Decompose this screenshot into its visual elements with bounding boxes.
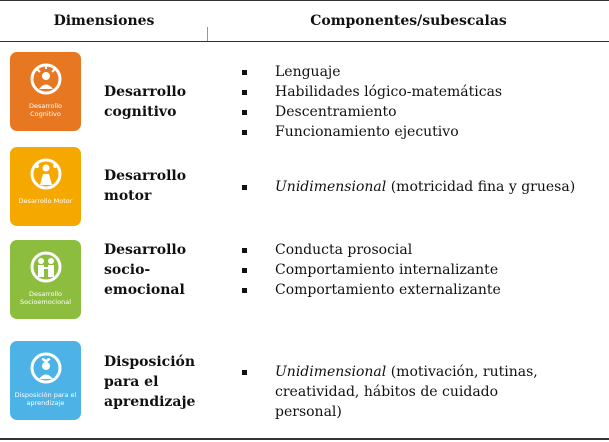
components-motor — [240, 177, 600, 197]
cognitive-head-icon — [29, 62, 63, 96]
motor-figure-icon — [29, 157, 63, 191]
bottom-rule — [0, 438, 609, 440]
component-prefix: Unidimensional — [275, 364, 387, 380]
dimension-motor: Desarrollo motor — [104, 168, 187, 204]
dimension-socioemotional: Desarrollo socio-emocional — [104, 242, 187, 298]
header-components: Componentes/subescalas — [310, 13, 507, 29]
socioemotional-badge-label: Desarrollo Socioemocional — [19, 290, 72, 306]
components-socioemotional — [240, 240, 600, 300]
list-item: Comportamiento internalizante — [240, 260, 600, 280]
component-prefix: Unidimensional — [275, 179, 387, 195]
component-text: (motricidad fina y gruesa) — [386, 179, 576, 195]
list-item: Funcionamiento ejecutivo — [240, 122, 600, 142]
cognitive-badge — [10, 52, 81, 131]
components-learning — [240, 362, 540, 422]
list-item: Lenguaje — [240, 62, 600, 82]
socioemotional-pair-icon — [29, 250, 63, 284]
table-row — [0, 42, 609, 140]
table-row — [0, 328, 609, 438]
dimension-learning: Disposición para el aprendizaje — [104, 354, 196, 410]
motor-badge-label: Desarrollo Motor — [18, 197, 73, 205]
socioemotional-badge — [10, 240, 81, 319]
list-item — [240, 177, 600, 197]
list-item: Comportamiento externalizante — [240, 280, 600, 300]
table-row — [0, 230, 609, 328]
list-item: Conducta prosocial — [240, 240, 600, 260]
header-dimensions: Dimensiones — [53, 13, 155, 29]
learning-badge-label: Disposición para el aprendizaje — [14, 391, 77, 407]
table-header — [0, 0, 609, 42]
cognitive-badge-label: Desarrollo Cognitivo — [28, 102, 63, 118]
list-item: Habilidades lógico-matemáticas — [240, 82, 600, 102]
learning-heart-icon — [29, 351, 63, 385]
table-row — [0, 140, 609, 230]
learning-badge — [10, 341, 81, 420]
list-item: Descentramiento — [240, 102, 600, 122]
motor-badge — [10, 147, 81, 226]
components-cognitive — [240, 62, 600, 142]
list-item — [240, 362, 540, 422]
dimension-cognitive: Desarrollo cognitivo — [104, 84, 187, 120]
component-text: (motivación, rutinas, creatividad, hábitos de cuidado personal) — [275, 364, 538, 420]
